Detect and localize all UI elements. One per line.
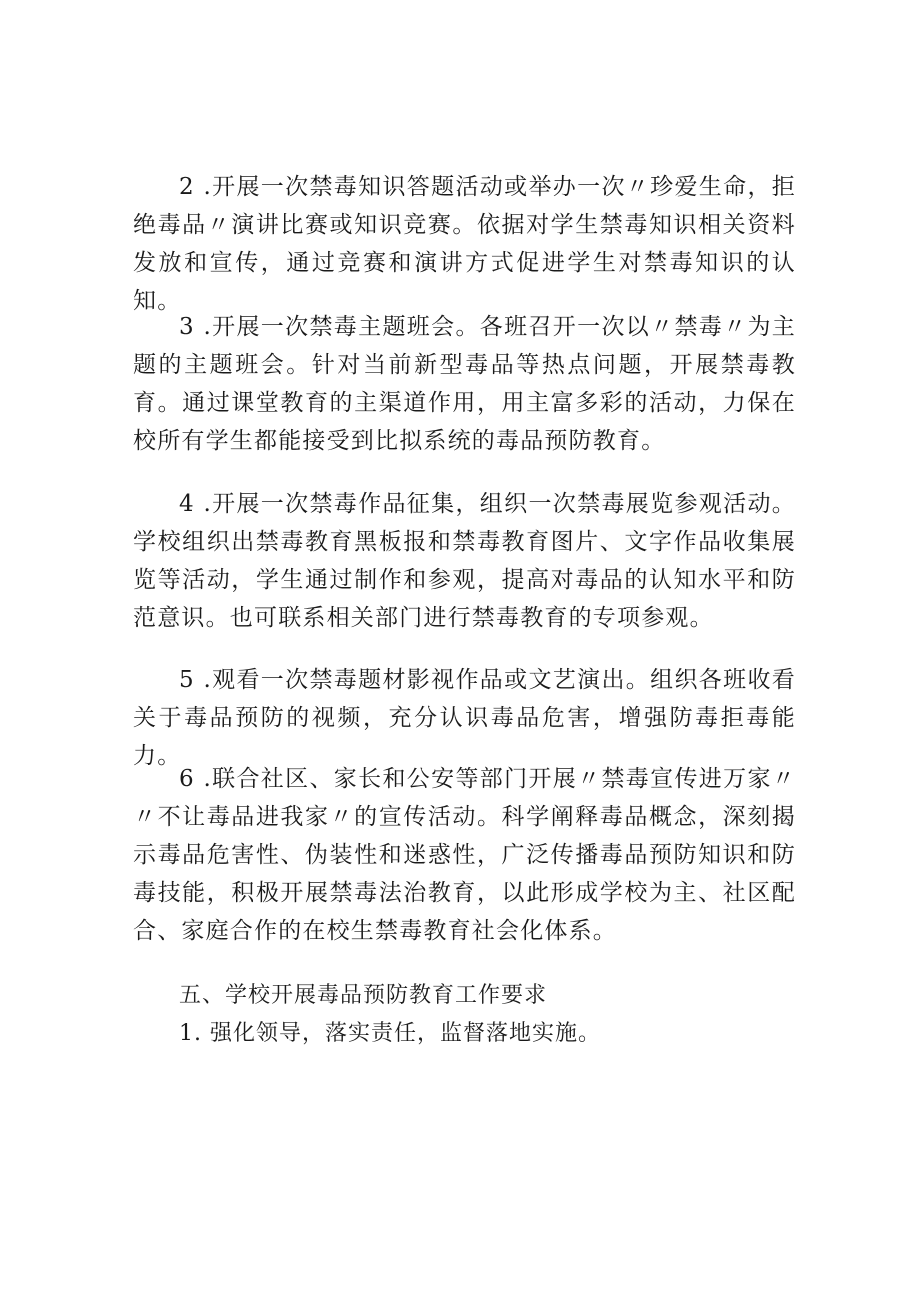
paragraph-item-2: 2 .开展一次禁毒知识答题活动或举办一次〃珍爱生命，拒绝毒品〃演讲比赛或知识竞赛。依据对学生禁毒知识相关资料发放和宣传，通过竞赛和演讲方式促进学生对禁毒知识的认知。 xyxy=(133,174,796,314)
sub-item-1: 1. 强化领导，落实责任，监督落地实施。 xyxy=(179,1021,601,1046)
paragraph-item-6: 6 .联合社区、家长和公安等部门开展〃禁毒宣传进万家〃〃不让毒品进我家〃的宣传活动。科学阐释毒品概念，深刻揭示毒品危害性、伪装性和迷惑性，广泛传播毒品预防知识和防毒技能，积极开展禁毒法治教育，以此形成学校为主、社区配合、家庭合作的在校生禁毒教育社会化体系。 xyxy=(133,766,796,944)
paragraph-item-4: 4 .开展一次禁毒作品征集，组织一次禁毒展览参观活动。学校组织出禁毒教育黑板报和禁毒教育图片、文字作品收集展览等活动，学生通过制作和参观，提高对毒品的认知水平和防范意识。也可联系相关部门进行禁毒教育的专项参观。 xyxy=(133,491,796,631)
paragraph-item-5: 5 .观看一次禁毒题材影视作品或文艺演出。组织各班收看关于毒品预防的视频，充分认识毒品危害，增强防毒拒毒能力。 xyxy=(133,667,796,769)
section-heading: 五、学校开展毒品预防教育工作要求 xyxy=(179,983,548,1008)
paragraph-item-3: 3 .开展一次禁毒主题班会。各班召开一次以〃禁毒〃为主题的主题班会。针对当前新型毒品等热点问题，开展禁毒教育。通过课堂教育的主渠道作用，用主富多彩的活动，力保在校所有学生都能接受到比拟系统的毒品预防教育。 xyxy=(133,314,796,454)
